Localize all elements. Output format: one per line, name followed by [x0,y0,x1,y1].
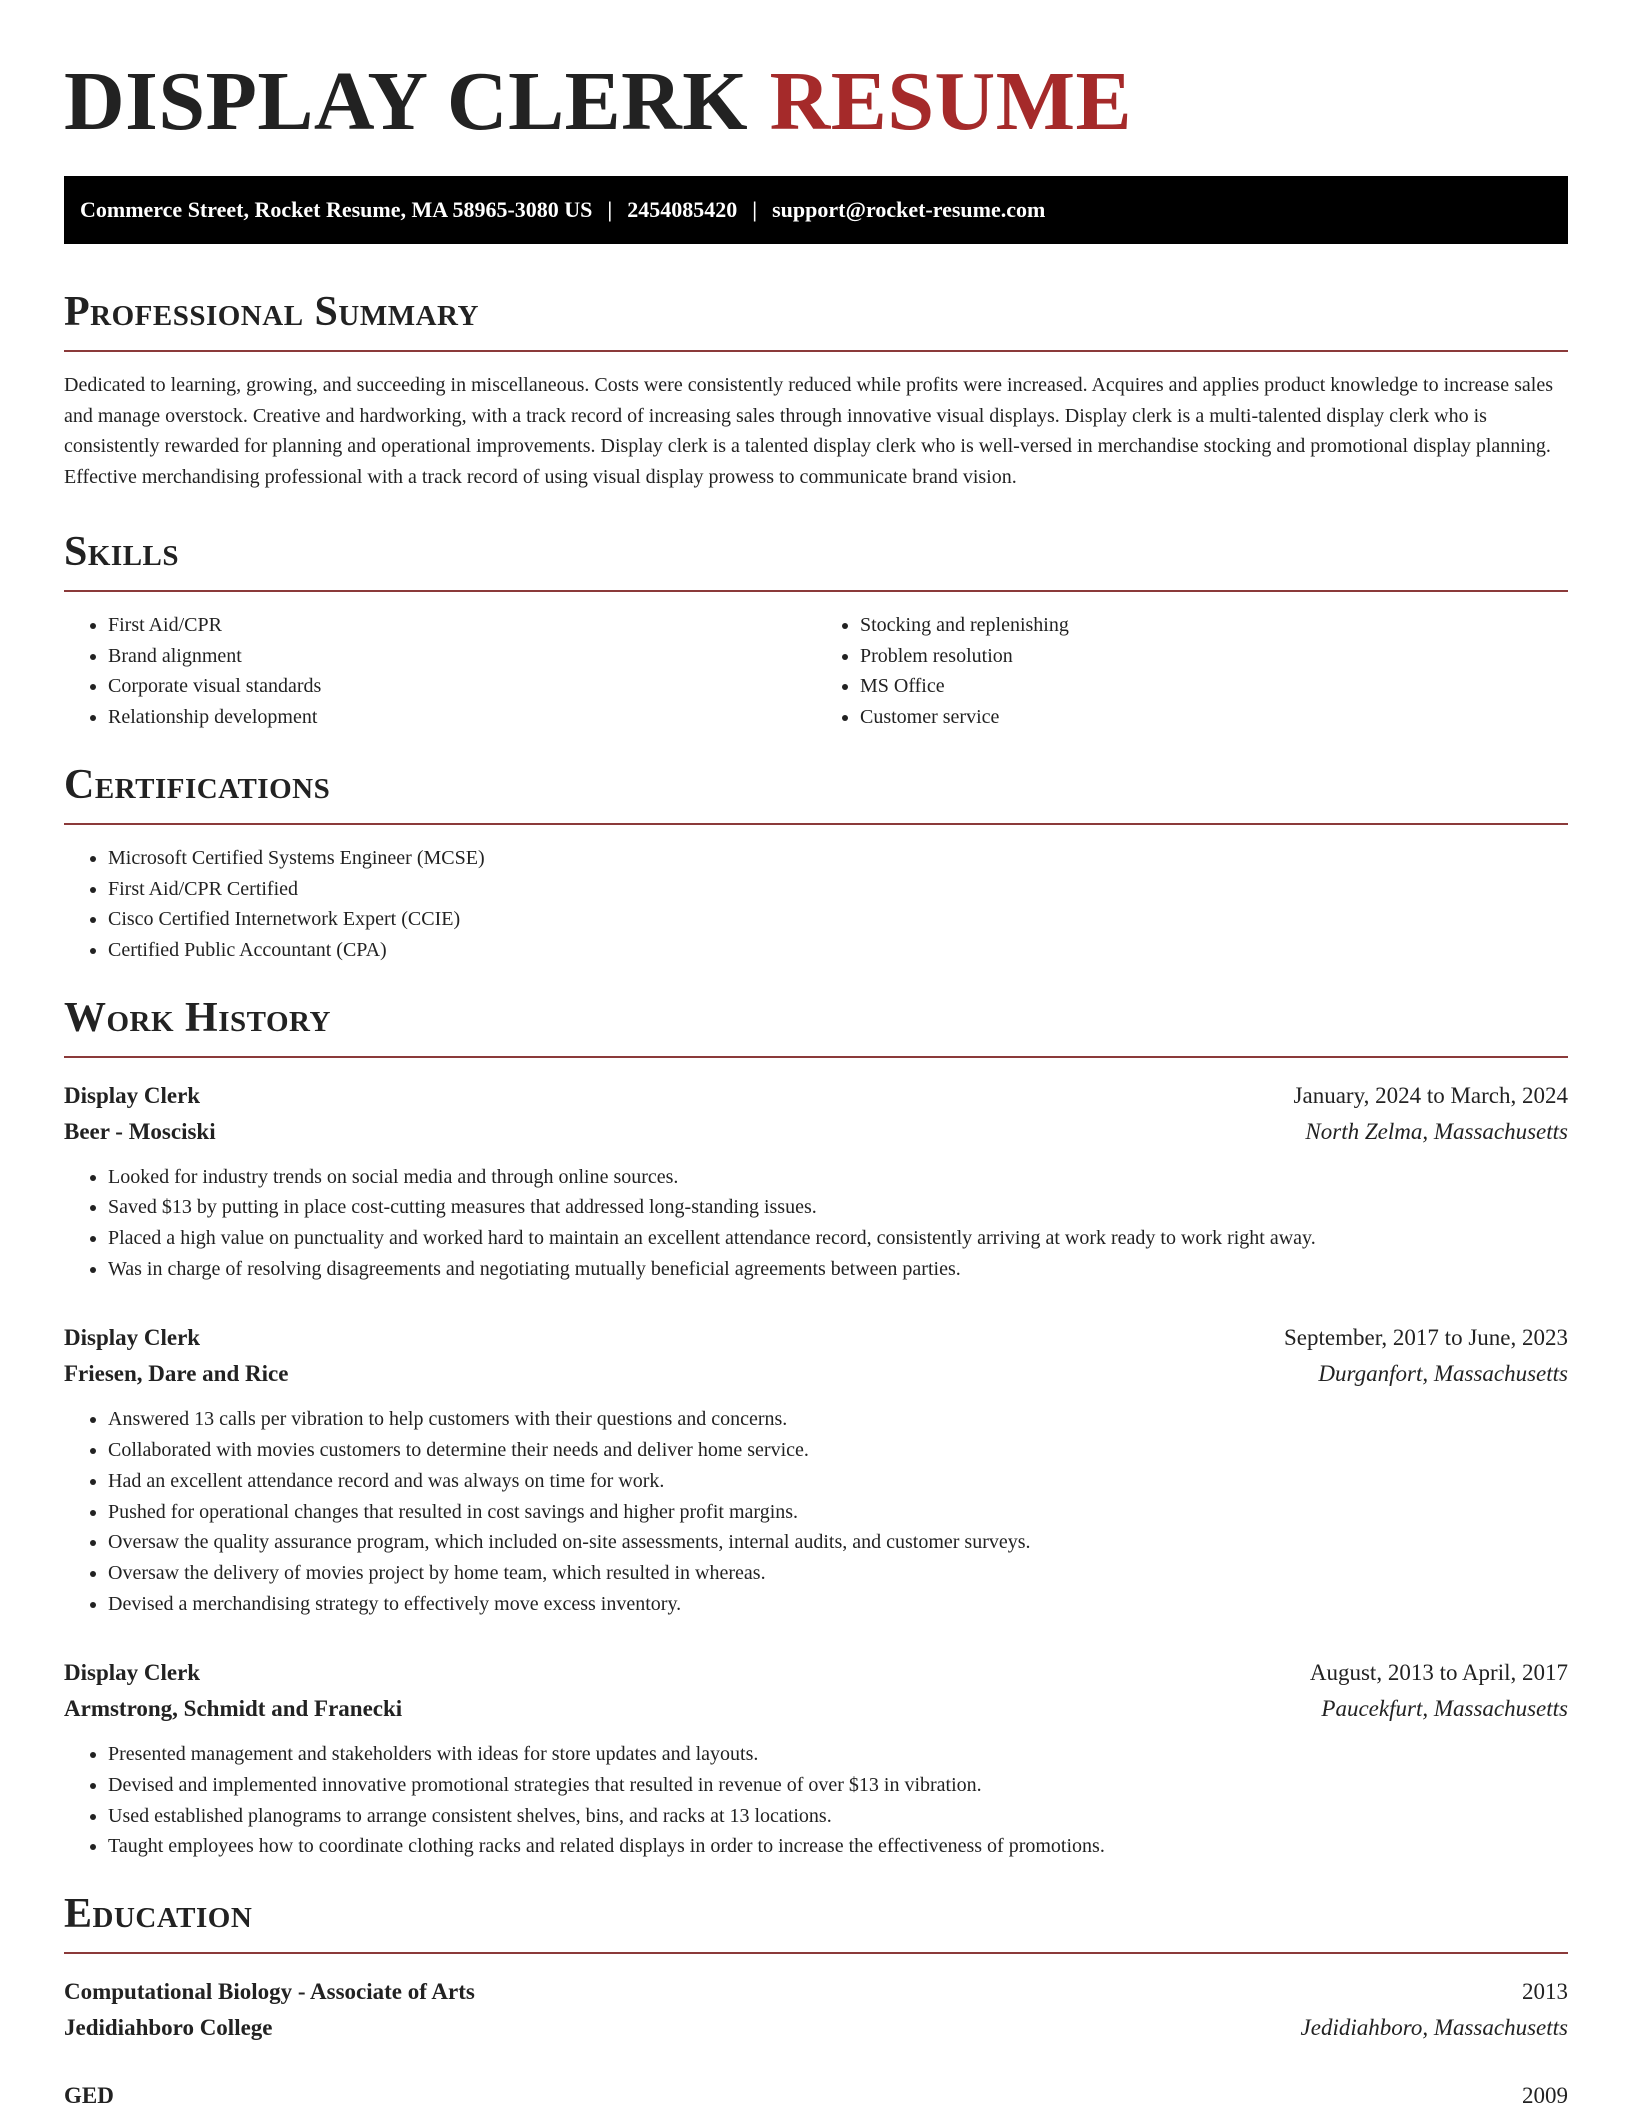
skills-list-left [64,610,816,733]
job-entry [64,1320,1568,1619]
job-header-row [64,1320,1568,1356]
section-divider [64,1952,1568,1954]
resume-title [64,52,1568,152]
job-location: Paucekfurt, Massachusetts [1321,1696,1568,1722]
job-bullet: • Placed a high value on punctuality and worked hard to maintain an excellent attendance record, consistently arriving at work ready to work right away. [108,1223,1568,1254]
job-company: Friesen, Dare and Rice [64,1361,289,1387]
job-bullet: • Devised a merchandising strategy to effectively move excess inventory. [108,1589,1568,1620]
education-section [64,1890,1568,2114]
skill-item: • First Aid/CPR [108,610,816,641]
certifications-heading: Certifications [64,761,331,808]
job-bullets [64,1739,1568,1862]
job-location: Durganfort, Massachusetts [1318,1361,1568,1387]
section-divider [64,350,1568,352]
job-title: Display Clerk [64,1325,201,1351]
education-year: 2009 [1522,2083,1568,2109]
job-bullet: • Saved $13 by putting in place cost-cutting measures that addressed long-standing issues. [108,1192,1568,1223]
job-company-row [64,1691,1568,1727]
job-bullet: • Answered 13 calls per vibration to help customers with their questions and concerns. [108,1404,1568,1435]
skill-item: • Customer service [860,702,1568,733]
certifications-section [64,761,1568,966]
job-company: Beer - Mosciski [64,1118,216,1144]
skills-grid [64,592,1568,733]
education-school-row [64,2010,1568,2046]
skills-list-right [816,610,1568,733]
job-company-row [64,1356,1568,1392]
job-bullet: • Oversaw the delivery of movies project by home team, which resulted in whereas. [108,1558,1568,1589]
job-bullet: • Pushed for operational changes that resulted in cost savings and higher profit margins. [108,1497,1568,1528]
certification-item: • Microsoft Certified Systems Engineer (MCSE) [108,843,1568,874]
job-entry [64,1655,1568,1862]
certifications-list [64,843,1568,966]
job-bullet: • Devised and implemented innovative promotional strategies that resulted in revenue of over $13 in vibration. [108,1770,1568,1801]
job-bullet: • Oversaw the quality assurance program, which included on-site assessments, internal audits, and customer surveys. [108,1527,1568,1558]
summary-text: Dedicated to learning, growing, and succeeding in miscellaneous. Costs were consistently reduced while profits were increased. Acquires and applies product knowledge to increase sales and manage overstock. Creative and hardworking, with a track record of increasing sales through innovative visual displays. Display clerk is a multi-talented display clerk who is consistently rewarded for planning and operational improvements. Display clerk is a talented display clerk who is well-versed in merchandise stocking and promotional display planning. Effective merchandising professional with a track record of using visual display prowess to communicate brand vision. [64,374,1553,488]
education-heading: Education [64,1891,253,1938]
job-header-row [64,1655,1568,1691]
section-divider [64,823,1568,825]
contact-address: Commerce Street, Rocket Resume, MA 58965-3080 US [80,197,593,222]
summary-heading: Professional Summary [64,289,479,335]
skills-section [64,528,1568,733]
job-bullet: • Used established planograms to arrange consistent shelves, bins, and racks at 13 locations. [108,1801,1568,1832]
contact-email[interactable]: support@rocket-resume.com [772,197,1046,222]
contact-separator: | [752,197,758,222]
skill-item: • Problem resolution [860,641,1568,672]
job-bullets [64,1404,1568,1619]
job-dates: January, 2024 to March, 2024 [1293,1082,1568,1108]
job-header-row [64,1078,1568,1114]
skill-item: • Stocking and replenishing [860,610,1568,641]
skills-heading: Skills [64,529,180,575]
skill-item: • Corporate visual standards [108,671,816,702]
job-entry [64,1078,1568,1285]
education-year: 2013 [1522,1979,1568,2005]
education-location: Jedidiahboro, Massachusetts [1300,2015,1568,2041]
summary-section [64,288,1568,492]
title-main: DISPLAY CLERK [64,55,749,148]
job-bullet: • Had an excellent attendance record and was always on time for work. [108,1466,1568,1497]
skill-item: • Brand alignment [108,641,816,672]
certification-item: • Certified Public Accountant (CPA) [108,935,1568,966]
education-entry [64,2078,1568,2114]
job-bullet: • Presented management and stakeholders with ideas for store updates and layouts. [108,1739,1568,1770]
job-bullet: • Taught employees how to coordinate clothing racks and related displays in order to increase the effectiveness of promotions. [108,1831,1568,1862]
title-accent: RESUME [769,55,1133,148]
contact-phone[interactable]: 2454085420 [627,197,738,222]
skill-item: • MS Office [860,671,1568,702]
certification-item: • Cisco Certified Internetwork Expert (CCIE) [108,904,1568,935]
education-school: Jedidiahboro College [64,2015,273,2041]
education-entry [64,1974,1568,2046]
job-title: Display Clerk [64,1660,201,1686]
job-bullet: • Looked for industry trends on social media and through online sources. [108,1162,1568,1193]
job-bullet: • Collaborated with movies customers to determine their needs and deliver home service. [108,1435,1568,1466]
job-dates: August, 2013 to April, 2017 [1309,1660,1568,1686]
work-history-section [64,994,1568,1863]
education-degree: GED [64,2083,114,2109]
job-bullets [64,1162,1568,1285]
job-bullet: • Was in charge of resolving disagreements and negotiating mutually beneficial agreements between parties. [108,1254,1568,1285]
work-history-heading: Work History [64,994,331,1041]
job-company-row [64,1114,1568,1150]
job-dates: September, 2017 to June, 2023 [1284,1325,1568,1351]
job-title: Display Clerk [64,1082,201,1108]
education-degree-row [64,2078,1568,2114]
job-location: North Zelma, Massachusetts [1305,1118,1568,1144]
section-divider [64,1056,1568,1058]
job-company: Armstrong, Schmidt and Franecki [64,1696,403,1722]
contact-bar [64,176,1568,244]
certification-item: • First Aid/CPR Certified [108,874,1568,905]
contact-separator: | [607,197,613,222]
skill-item: • Relationship development [108,702,816,733]
education-degree: Computational Biology - Associate of Arts [64,1979,475,2005]
education-degree-row [64,1974,1568,2010]
